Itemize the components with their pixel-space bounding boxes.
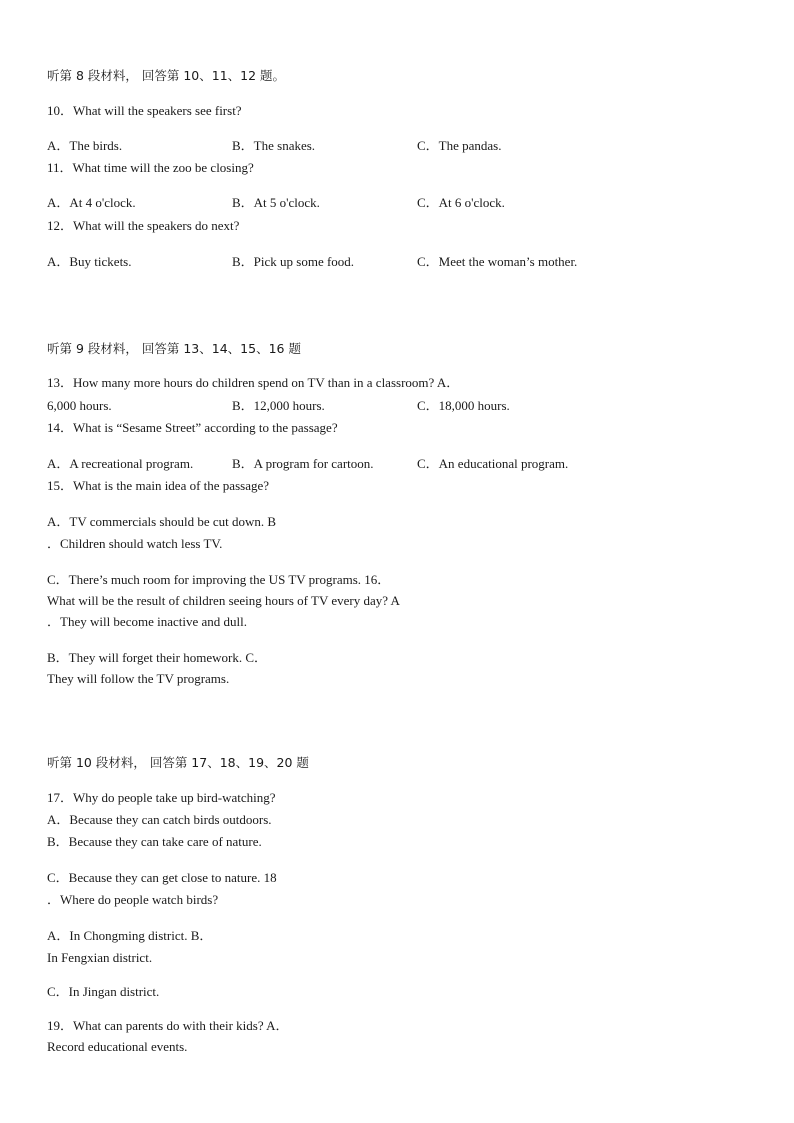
question-19-stem: 19．What can parents do with their kids? A． (47, 1018, 289, 1033)
question-16-option-c[interactable]: They will follow the TV programs. (47, 671, 230, 686)
question-12-option-a[interactable]: A．Buy tickets. (47, 254, 132, 269)
question-15-option-c[interactable]: C．There’s much room for improving the US TV programs. 16． (47, 572, 391, 587)
question-18-option-c[interactable]: C．In Jingan district. (47, 984, 160, 999)
question-14-option-a[interactable]: A．A recreational program. (47, 456, 194, 471)
question-17-option-a[interactable]: A．Because they can catch birds outdoors. (47, 812, 272, 827)
question-11-option-a[interactable]: A．At 4 o'clock. (47, 195, 136, 210)
question-11-stem: 11．What time will the zoo be closing? (47, 160, 254, 175)
question-19-option-a[interactable]: Record educational events. (47, 1039, 188, 1054)
question-18-option-a[interactable]: A．In Chongming district. B． (47, 928, 213, 943)
question-11-option-c[interactable]: C．At 6 o'clock. (417, 195, 505, 210)
question-16-option-b[interactable]: B．They will forget their homework. C． (47, 650, 268, 665)
question-10-option-c[interactable]: C．The pandas. (417, 138, 502, 153)
question-18-option-b[interactable]: In Fengxian district. (47, 950, 153, 965)
question-15-option-a[interactable]: A．TV commercials should be cut down. B (47, 514, 277, 529)
question-12-option-b[interactable]: B．Pick up some food. (232, 254, 355, 269)
question-15-option-b[interactable]: ．Children should watch less TV. (47, 536, 223, 551)
question-14-stem: 14．What is “Sesame Street” according to the passage? (47, 420, 338, 435)
section-10-heading: 听第 10 段材料， 回答第 17、18、19、20 题 (47, 755, 309, 770)
question-13-option-a[interactable]: 6,000 hours. (47, 398, 112, 413)
question-11-option-b[interactable]: B．At 5 o'clock. (232, 195, 320, 210)
question-17-stem: 17．Why do people take up bird-watching? (47, 790, 276, 805)
question-17-option-c[interactable]: C．Because they can get close to nature. 18 (47, 870, 277, 885)
section-9-heading: 听第 9 段材料， 回答第 13、14、15、16 题 (47, 341, 301, 356)
question-13-option-b[interactable]: B．12,000 hours. (232, 398, 325, 413)
question-14-option-b[interactable]: B．A program for cartoon. (232, 456, 374, 471)
question-10-option-b[interactable]: B．The snakes. (232, 138, 316, 153)
question-16-option-a[interactable]: ．They will become inactive and dull. (47, 614, 247, 629)
question-13-stem: 13．How many more hours do children spend on TV than in a classroom? A． (47, 375, 460, 390)
question-15-stem: 15．What is the main idea of the passage? (47, 478, 270, 493)
question-10-option-a[interactable]: A．The birds. (47, 138, 123, 153)
question-14-option-c[interactable]: C．An educational program. (417, 456, 569, 471)
question-12-stem: 12．What will the speakers do next? (47, 218, 240, 233)
question-16-stem: What will be the result of children seeing hours of TV every day? A (47, 593, 400, 608)
question-10-stem: 10．What will the speakers see first? (47, 103, 242, 118)
question-13-option-c[interactable]: C．18,000 hours. (417, 398, 510, 413)
question-17-option-b[interactable]: B．Because they can take care of nature. (47, 834, 262, 849)
section-8-heading: 听第 8 段材料， 回答第 10、11、12 题。 (47, 68, 286, 83)
question-18-stem: ．Where do people watch birds? (47, 892, 219, 907)
question-12-option-c[interactable]: C．Meet the woman’s mother. (417, 254, 578, 269)
